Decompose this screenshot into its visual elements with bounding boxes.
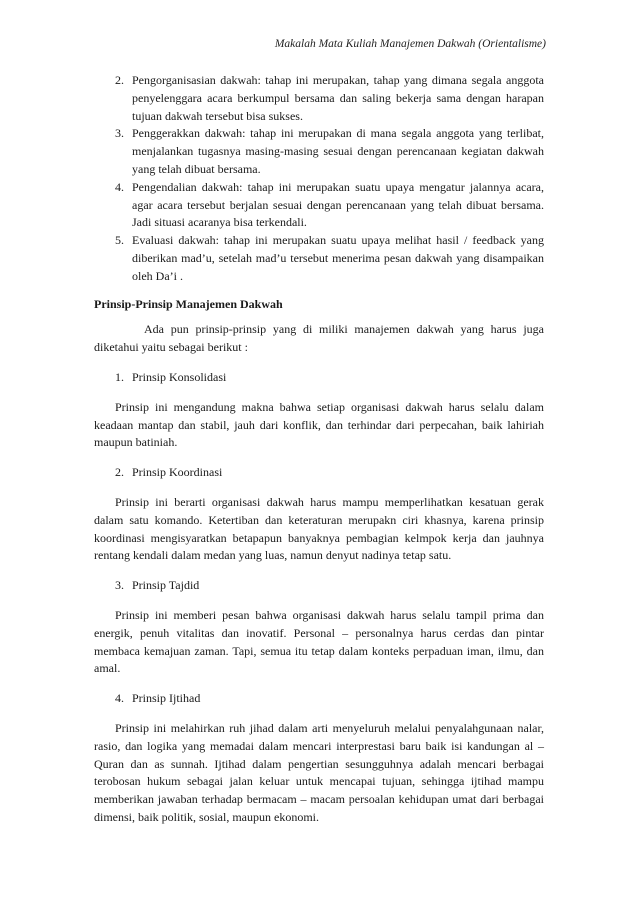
principle-number: 4.	[115, 691, 124, 706]
list-item	[94, 125, 544, 178]
list-number: 5.	[115, 233, 124, 248]
principle-number: 3.	[115, 578, 124, 593]
dakwah-steps-list	[94, 72, 544, 286]
list-item	[94, 232, 544, 285]
list-number: 4.	[115, 179, 124, 194]
principle-title: Prinsip Koordinasi	[132, 465, 223, 480]
principle-title: Prinsip Ijtihad	[132, 691, 201, 706]
list-item	[94, 72, 544, 125]
principle-body: Prinsip ini mengandung makna bahwa setiap organisasi dakwah harus selalu dalam keadaan mantap dan stabil, jauh dari konflik, dan terhindar dari perpecahan, baik lahiriah maupun batiniah.	[94, 399, 544, 450]
principle-heading	[94, 464, 544, 482]
list-text: Penggerakkan dakwah: tahap ini merupakan di mana segala anggota yang terlibat, menjalankan tugasnya masing-masing sesuai dengan perencanaan kegiatan dakwah yang telah dibuat bersama.	[132, 126, 544, 176]
principle-title: Prinsip Konsolidasi	[132, 369, 227, 384]
list-number: 2.	[115, 73, 124, 87]
intro-paragraph: Ada pun prinsip-prinsip yang di miliki manajemen dakwah yang harus juga diketahui yaitu sebagai berikut :	[94, 322, 544, 355]
running-header: Makalah Mata Kuliah Manajemen Dakwah (Orientalisme)	[274, 38, 546, 50]
list-number: 3.	[115, 126, 124, 141]
principle-number: 1.	[115, 369, 124, 384]
principle-body: Prinsip ini memberi pesan bahwa organisasi dakwah harus selalu tampil prima dan energik, penuh vitalitas dan inovatif. Personal – personalnya harus cerdas dan pintar membaca kemajuan zaman. Tapi, semua itu tetap dalam konteks perpaduan iman, ilmu, dan amal.	[94, 607, 544, 676]
list-item	[94, 179, 544, 232]
section-title: Prinsip-Prinsip Manajemen Dakwah	[94, 296, 283, 311]
principle-body: Prinsip ini melahirkan ruh jihad dalam arti menyeluruh melalui penyalahgunaan nalar, rasio, dan logika yang memadai dalam mencari interprestasi baru baik isi kandungan al – Quran dan as sunnah. Ijtihad dalam pengertian sesungguhnya adalah mencari berbagai terobosan hukum sebagai jalan keluar untuk mencapai tujuan, sehingga ijtihad mampu memberikan jawaban terhadap bermacam – macam persoalan kehidupan umat dari berbagai dimensi, baik politik, sosial, maupun ekonomi.	[94, 720, 544, 824]
principle-heading	[94, 690, 544, 708]
principle-title: Prinsip Tajdid	[132, 578, 200, 593]
page-content	[94, 72, 544, 839]
principle-heading	[94, 577, 544, 595]
list-text: Pengendalian dakwah: tahap ini merupakan suatu upaya mengatur jalannya acara, agar acara tersebut berjalan sesuai dengan perencanaan yang telah dibuat bersama. Jadi situasi acaranya bisa terkendali.	[132, 179, 544, 230]
list-text: Evaluasi dakwah: tahap ini merupakan suatu upaya melihat hasil / feedback yang diberikan mad’u, setelah mad’u tersebut menerima pesan dakwah yang disampaikan oleh Da’i .	[132, 233, 544, 283]
principle-heading	[94, 369, 544, 387]
principle-number: 2.	[115, 465, 124, 480]
list-text: Pengorganisasian dakwah: tahap ini merupakan, tahap yang dimana segala anggota penyelenggara acara berkumpul bersama dan saling bekerja sama dengan harapan tujuan dakwah tersebut bisa sukses.	[132, 73, 544, 123]
principle-body: Prinsip ini berarti organisasi dakwah harus mampu memperlihatkan kesatuan gerak dalam satu komando. Ketertiban dan keteraturan merupakn ciri khasnya, karena prinsip koordinasi mengisyaratkan betapapun banyaknya pembagian kelmpok kerja dan jauhnya rentang kendali dalam medan yang luas, namun denyut nadinya tetap satu.	[94, 494, 544, 563]
